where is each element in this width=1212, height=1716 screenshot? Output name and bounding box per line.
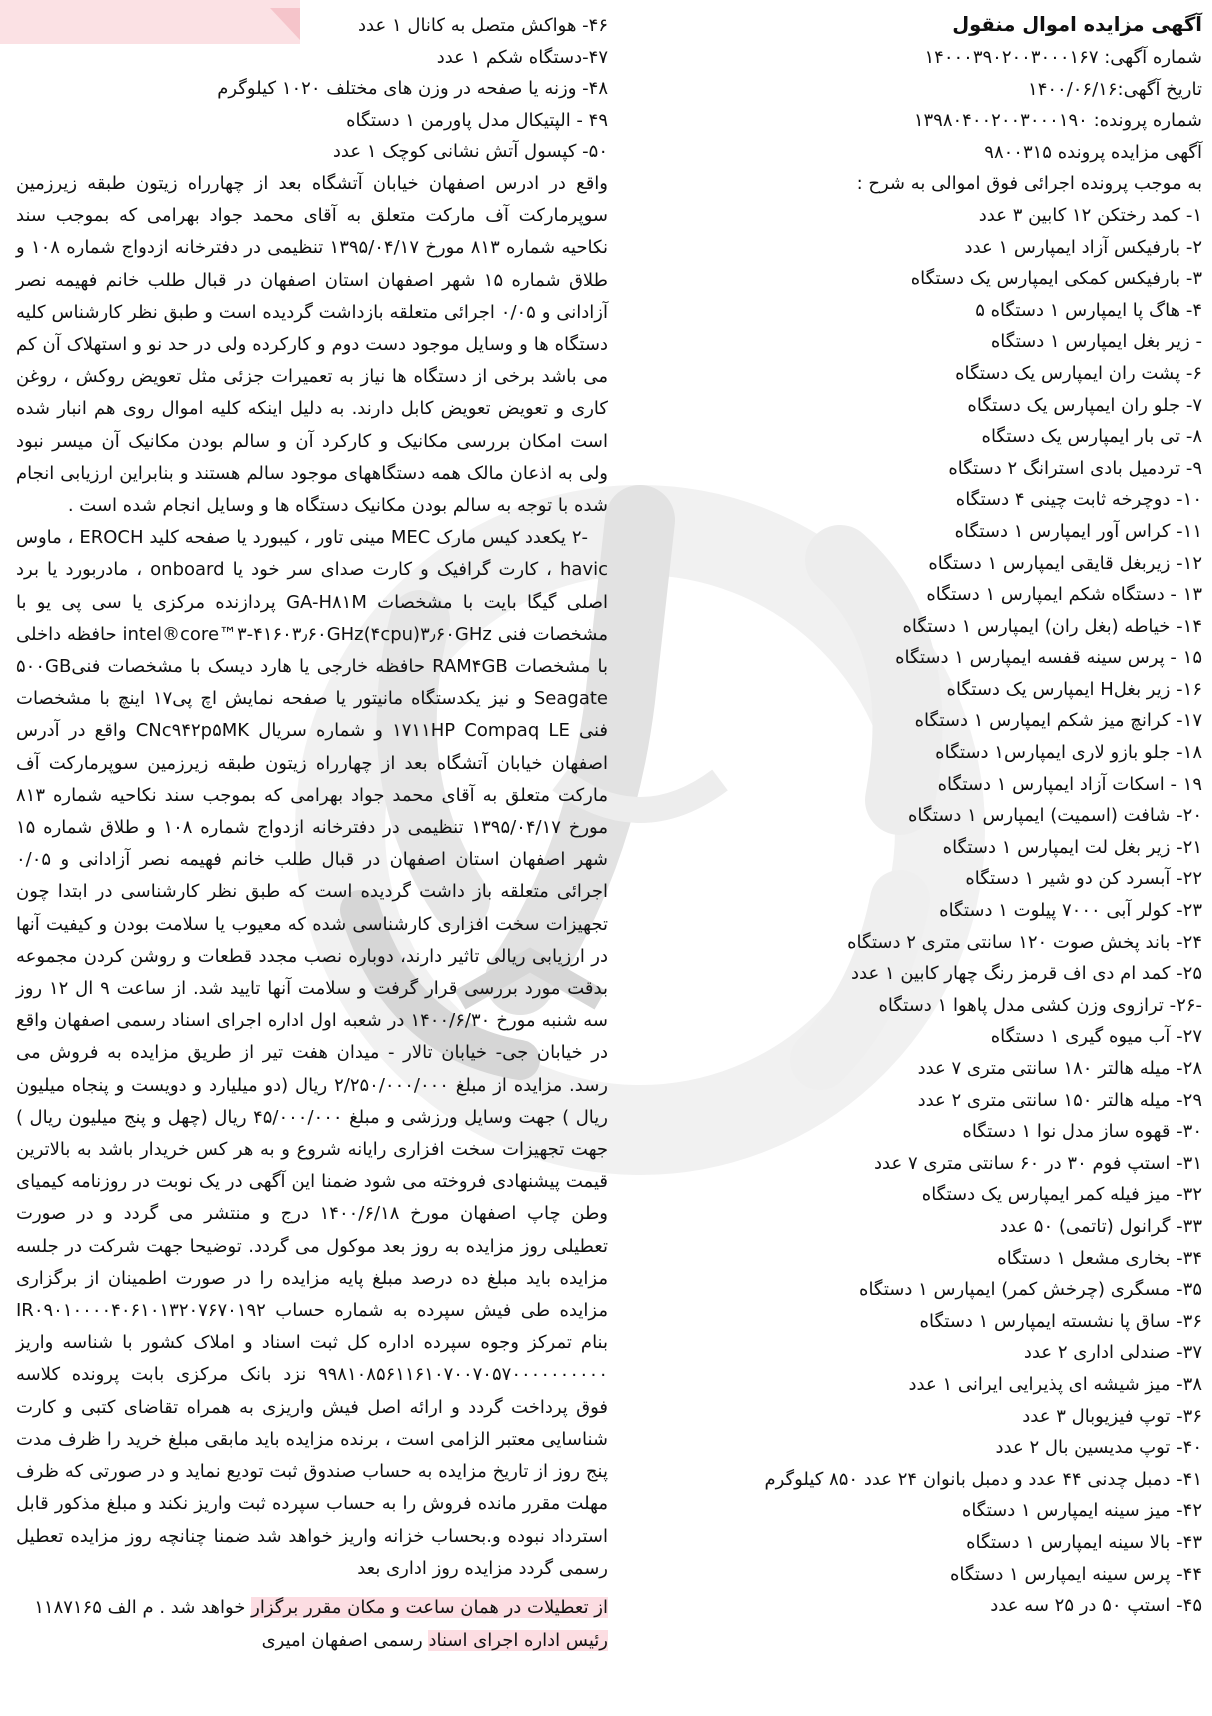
asset-list-item: ۱۱- کراس آور ایمپارس ۱ دستگاه (954, 520, 1202, 542)
signature-line (16, 1624, 608, 1657)
asset-list-item: ۱۲- زیربغل قایقی ایمپارس ۱ دستگاه (928, 552, 1202, 574)
closing-rest: خواهد شد . م الف ۱۱۸۷۱۶۵ (34, 1596, 246, 1618)
asset-list-item: ۱۹ - اسکات آزاد ایمپارس ۱ دستگاه (937, 773, 1202, 795)
asset-list-item: ۴۰- توپ مدیسین بال ۲ عدد (995, 1437, 1202, 1459)
closing-highlight: از تعطیلات در همان ساعت و مکان مقرر برگزار (251, 1596, 608, 1618)
asset-list-item: ۴۴- پرس سینه ایمپارس ۱ دستگاه (949, 1563, 1202, 1585)
asset-list-item: ۱۷- کرانچ میز شکم ایمپارس ۱ دستگاه (914, 710, 1202, 732)
asset-list-item: ۳۸- میز شیشه ای پذیرایی ایرانی ۱ عدد (908, 1373, 1202, 1395)
asset-list-item: ۳۴- بخاری مشعل ۱ دستگاه (997, 1247, 1202, 1269)
asset-list-item: ۴۶- هواکش متصل به کانال ۱ عدد (358, 15, 608, 36)
asset-list-item: ۲۹- میله هالتر ۱۵۰ سانتی متری ۲ عدد (917, 1089, 1202, 1111)
signature-rest: رسمی اصفهان امیری (261, 1629, 423, 1651)
asset-list-item: ۱۴- خیاطه (بغل ران) ایمپارس ۱ دستگاه (902, 615, 1202, 637)
right-column (602, 10, 1202, 1622)
left-column (16, 10, 608, 1657)
asset-list-item: ۳- بارفیکس کمکی ایمپارس یک دستگاه (910, 268, 1202, 290)
asset-list-item: ۲۸- میله هالتر ۱۸۰ سانتی متری ۷ عدد (917, 1058, 1202, 1079)
asset-list-item: ۱۰- دوچرخه ثابت چینی ۴ دستگاه (955, 489, 1202, 511)
asset-list-item: ۴۹ - الپتیکال مدل پاورمن ۱ دستگاه (346, 109, 608, 131)
asset-list-item: ۳۰- قهوه ساز مدل نوا ۱ دستگاه (962, 1121, 1202, 1143)
asset-list-item: ۴۱- دمبل چدنی ۴۴ عدد و دمبل بانوان ۲۴ عدد ۸۵۰ کیلوگرم (764, 1468, 1202, 1490)
asset-list-item: ۲- بارفیکس آزاد ایمپارس ۱ عدد (964, 236, 1202, 258)
asset-list-left (16, 10, 608, 168)
asset-list-item: ۳۳- گرانول (تاتمی) ۵۰ عدد (999, 1215, 1202, 1237)
notice-number: شماره آگهی: ۱۴۰۰۰۳۹۰۲۰۰۳۰۰۰۱۶۷ (924, 47, 1202, 68)
asset-list-item: ۲۲- آبسرد کن دو شیر ۱ دستگاه (965, 868, 1202, 890)
asset-list-item: ۲۳- کولر آبی ۷۰۰۰ پیلوت ۱ دستگاه (939, 900, 1202, 922)
asset-list-item: ۸- تی بار ایمپارس یک دستگاه (981, 426, 1202, 448)
signature-highlight: رئیس اداره اجرای اسناد (428, 1629, 608, 1651)
asset-list-item: ۳۶- توپ فیزیوبال ۳ عدد (1022, 1405, 1202, 1427)
asset-list-item: ۲۴- باند پخش صوت ۱۲۰ سانتی متری ۲ دستگاه (847, 931, 1202, 953)
asset-list-item: ۳۷- صندلی اداری ۲ عدد (1023, 1342, 1202, 1364)
intro-line: به موجب پرونده اجرائی فوق اموالی به شرح : (856, 173, 1202, 195)
asset-list-item: ۴۳- بالا سینه ایمپارس ۱ دستگاه (966, 1531, 1202, 1553)
asset-list-item: ۱۶- زیر بغلH ایمپارس یک دستگاه (946, 678, 1202, 700)
asset-list-item: ۳۱- استپ فوم ۳۰ در ۶۰ سانتی متری ۷ عدد (874, 1152, 1202, 1174)
asset-list-item: ۳۲- میز فیله کمر ایمپارس یک دستگاه (921, 1184, 1202, 1206)
asset-list-item: ۴۸- وزنه یا صفحه در وزن های مختلف ۱۰۲۰ کیلوگرم (217, 78, 608, 100)
asset-list-item: ۴۲- میز سینه ایمپارس ۱ دستگاه (961, 1500, 1202, 1522)
asset-list-item: ۱۳ - دستگاه شکم ایمپارس ۱ دستگاه (926, 584, 1202, 606)
asset-list-item: ۳۶- ساق پا نشسته ایمپارس ۱ دستگاه (919, 1310, 1202, 1332)
asset-list-item: ۴- هاگ پا ایمپارس ۱ دستگاه ۵ (975, 299, 1202, 321)
asset-list-item: ۶- پشت ران ایمپارس یک دستگاه (955, 362, 1202, 384)
asset-list-item: ۲۷- آب میوه گیری ۱ دستگاه (990, 1026, 1202, 1048)
asset-list-item: ۲۰- شافت (اسمیت) ایمپارس ۱ دستگاه (908, 805, 1202, 827)
asset-list-item: ۷- جلو ران ایمپارس یک دستگاه (967, 394, 1202, 416)
asset-list-item: ۵۰- کپسول آتش نشانی کوچک ۱ عدد (332, 141, 608, 163)
asset-list-item: ۴۷-دستگاه شکم ۱ عدد (436, 46, 608, 68)
asset-list-item: ۳۵- مسگری (چرخش کمر) ایمپارس ۱ دستگاه (859, 1279, 1202, 1301)
asset-list-right (602, 200, 1202, 1622)
closing-line (16, 1591, 608, 1624)
asset-list-item: -۲۶- ترازوی وزن کشی مدل پاهوا ۱ دستگاه (878, 994, 1202, 1016)
asset-list-item: ۱- کمد رختکن ۱۲ کابین ۳ عدد (978, 204, 1202, 226)
asset-list-item: - زیر بغل ایمپارس ۱ دستگاه (990, 331, 1202, 353)
case-number: شماره پرونده: ۱۳۹۸۰۴۰۰۲۰۰۳۰۰۰۱۹۰ (913, 110, 1202, 132)
asset-list-item: ۴۵- استپ ۵۰ در ۲۵ سه عدد (990, 1595, 1202, 1617)
notice-date: تاریخ آگهی:۱۴۰۰/۰۶/۱۶ (1028, 78, 1202, 100)
asset-list-item: ۲۱- زیر بغل لت ایمپارس ۱ دستگاه (942, 836, 1202, 858)
case-notice-line: آگهی مزایده پرونده ۹۸۰۰۳۱۵ (984, 141, 1202, 163)
property-description-paragraph: واقع در ادرس اصفهان خیابان آتشگاه بعد از چهارراه زیتون طبقه زیرزمین سوپرمارکت آف مارکت متعلق به آقای محمد جواد بهرامی که بموجب سند نکاحیه شماره ۸۱۳ مورخ ۱۳۹۵/۰۴/۱۷ تنظیمی در دفترخانه ازدواج شماره ۱۰۸ و طلاق شماره ۱۵ شهر اصفهان استان اصفهان در قبال طلب خانم فهیمه نصر آزادانی و ۰/۰۵ اجرائی متعلقه بازداشت گردیده است و طبق نظر کارشناس کلیه دستگاه ها و وسایل موجود دست دوم و کارکرده ولی در حد نو و استهلاک آن کم می باشد برخی از دستگاه ها نیاز به تعمیرات جزئی مثل تعویض روکش ، روغن کاری و تعویض تعویض کابل دارند. به دلیل اینکه کلیه اموال روی هم انبار شده است امکان بررسی مکانیک و کارکرد آن و سالم بودن مکانیک آن میسر نبود ولی به اذعان مالک همه دستگاههای موجود سالم هستند و بنابراین ارزیابی انجام شده با توجه به سالم بودن مکانیک دستگاه ها و وسایل انجام شده است . (16, 172, 608, 516)
asset-list-item: ۹- تردمیل بادی استرانگ ۲ دستگاه (948, 457, 1202, 479)
asset-list-item: ۱۵ - پرس سینه قفسه ایمپارس ۱ دستگاه (895, 647, 1202, 669)
notice-title: آگهی مزایده اموال منقول (952, 13, 1202, 36)
asset-list-item: ۱۸- جلو بازو لاری ایمپارس۱ دستگاه (935, 742, 1202, 764)
asset-list-item: ۲۵- کمد ام دی اف قرمز رنگ چهار کابین ۱ عدد (851, 963, 1202, 985)
notice-header (602, 42, 1202, 200)
computer-equipment-paragraph: -۲ یکعدد کیس مارک MEC مینی تاور ، کیبورد یا صفحه کلید EROCH ، ماوس havic ، کارت گرافیک و کارت صدای سر خود یا onboard ، مادربورد یا برد اصلی گیگا بایت با مشخصات GA-H۸۱M پردازنده مرکزی یا سی پی یو با مشخصات فنی intel®core™۳-۴۱۶۰۳٫۶۰GHz(۴cpu)۳٫۶۰GHz حافظه داخلی با مشخصات RAM۴GB حافظه خارجی یا هارد دیسک با مشخصات فنی۵۰۰GB Seagate و نیز یکدستگاه مانیتور یا صفحه نمایش اچ پی۱۷ اینچ با مشخصات فنی ۱۷۱۱HP Compaq LE و شماره سریال CNc۹۴۲p۵MK واقع در آدرس اصفهان خیابان آتشگاه بعد از چهارراه زیتون طبقه زیرزمین سوپرمارکت آف مارکت متعلق به آقای محمد جواد بهرامی که بموجب سند نکاحیه شماره ۸۱۳ مورخ ۱۳۹۵/۰۴/۱۷ تنظیمی در دفترخانه ازدواج شماره ۱۰۸ و طلاق شماره ۱۵ شهر اصفهان استان اصفهان در قبال طلب خانم فهیمه نصر آزادانی و ۰/۰۵ اجرائی متعلقه باز داشت گردیده است که طبق نظر کارشناسی در ابتدا چون تجهیزات سخت افزاری کارشناسی شده که معیوب یا سلامت بودن و کیفیت آنها در ارزیابی ریالی تاثیر دارند، دوباره نصب مجدد قطعات و روشن کردن مجموعه بدقت مورد بررسی قرار گرفت و سلامت آنها تایید شد. از ساعت ۹ ال ۱۲ روز سه شنبه مورخ ۱۴۰۰/۶/۳۰ در شعبه اول اداره اجرای اسناد رسمی اصفهان واقع در خیابان جی- خیابان تالار - میدان هفت تیر از طریق مزایده به فروش می رسد. مزایده از مبلغ ۲/۲۵۰/۰۰۰/۰۰۰ ریال (دو میلیارد و دویست و پنجاه میلیون ریال ) جهت وسایل ورزشی و مبلغ ۴۵/۰۰۰/۰۰۰ ریال (چهل و پنج میلیون ریال ) جهت تجهیزات سخت افزاری رایانه شروع و به هر کس خریدار باشد به بالاترین قیمت پیشنهادی فروخته می شود ضمنا این آگهی در یک نوبت در روزنامه کیمیای وطن چاپ اصفهان مورخ ۱۴۰۰/۶/۱۸ درج و منتشر می گردد و در صورت تعطیلی روز مزایده به روز بعد موکول می گردد. توضیحا جهت شرکت در جلسه مزایده باید مبلغ ده درصد مبلغ پایه مزایده را در صورت اطمینان از برگزاری مزایده طی فیش سپرده به شماره حساب IR۰۹۰۱۰۰۰۰۴۰۶۱۰۱۳۲۰۷۶۷۰۱۹۲ بنام تمرکز وجوه سپرده اداره کل ثبت اسناد و املاک کشور با شناسه واریز ۹۹۸۱۰۸۵۶۱۱۶۱۰۷۰۰۷۰۵۷۰۰۰۰۰۰۰۰۰۰ نزد بانک مرکزی بابت پرونده کلاسه فوق پرداخت گردد و ارائه اصل فیش واریزی به همراه تقاضای کتبی و کارت شناسایی معتبر الزامی است ، برنده مزایده باید مابقی مبلغ خرید را ظرف مدت پنج روز از تاریخ مزایده به حساب صندوق ثبت تودیع نماید و در صورتی که ظرف مهلت مقرر مانده فروش را به حساب سپرده ثبت واریز نکند و مبلغ مذکور قابل استرداد نبوده و.بحساب خزانه واریز خواهد شد ضمنا چنانچه روز مزایده تعطیل رسمی گردد مزایده روز اداری بعد (16, 527, 609, 1579)
